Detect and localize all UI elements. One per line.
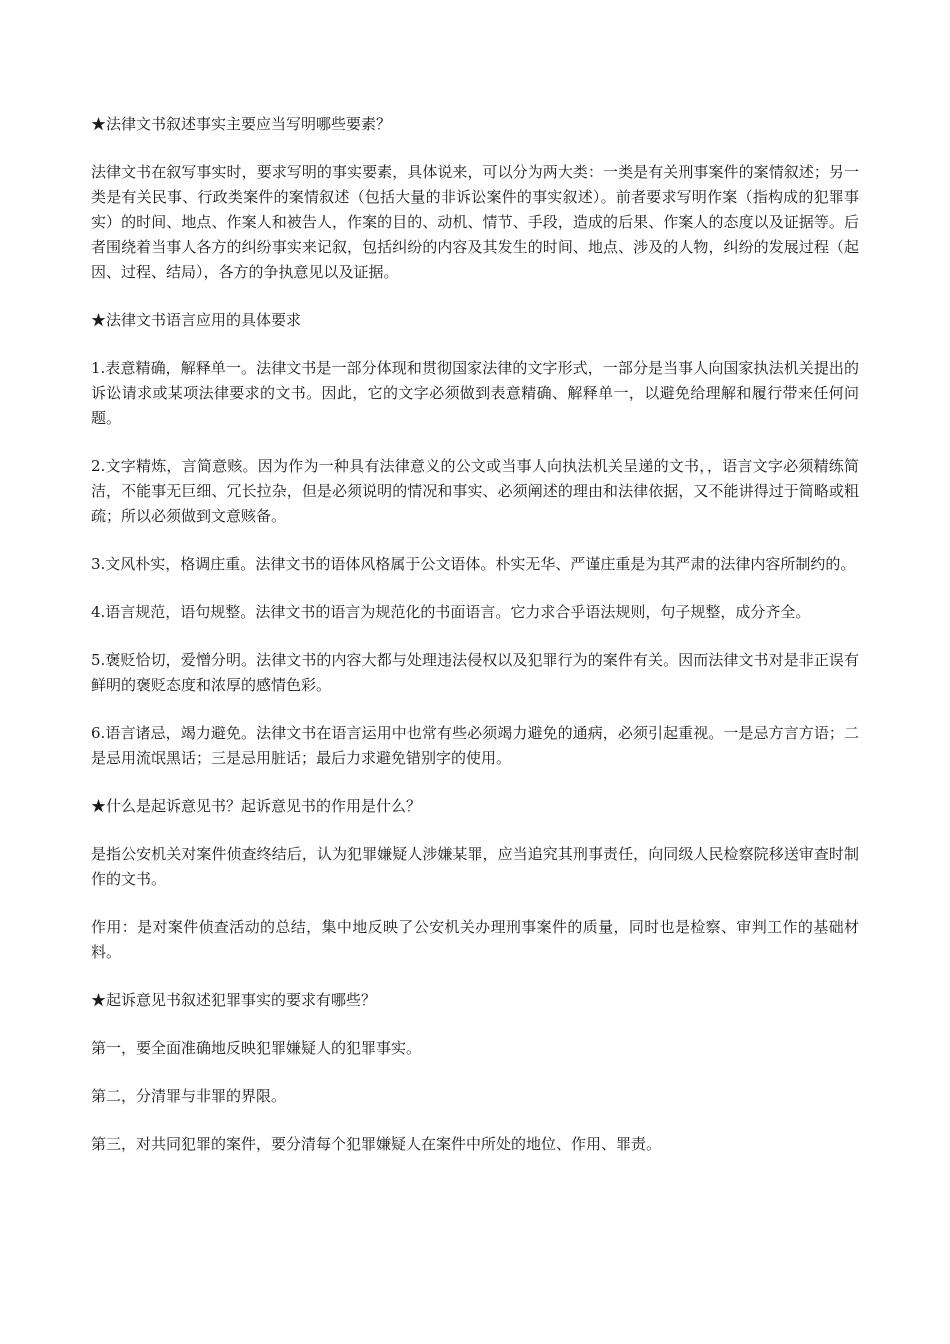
- document-page: [91, 112, 859, 1180]
- section-heading: ★起诉意见书叙述犯罪事实的要求有哪些？: [91, 991, 377, 1009]
- paragraph: 是指公安机关对案件侦查终结后，认为犯罪嫌疑人涉嫌某罪，应当追究其刑事责任，向同级人民检察院移送审查时制作的文书。: [91, 845, 859, 888]
- section-crime-facts-requirements: [91, 988, 859, 1157]
- paragraph: 作用：是对案件侦查活动的总结，集中地反映了公安机关办理刑事案件的质量，同时也是检察、审判工作的基础材料。: [91, 918, 859, 961]
- paragraph: 4.语言规范，语句规整。法律文书的语言为规范化的书面语言。它力求合乎语法规则，句子规整，成分齐全。: [91, 603, 811, 621]
- section-heading: ★法律文书叙述事实主要应当写明哪些要素？: [91, 115, 392, 133]
- paragraph: 第三，对共同犯罪的案件，要分清每个犯罪嫌疑人在案件中所处的地位、作用、罪责。: [91, 1135, 662, 1153]
- section-fact-elements: [91, 112, 859, 285]
- paragraph: 6.语言诸忌，竭力避免。法律文书在语言运用中也常有些必须竭力避免的通病，必须引起重视。一是忌方言方语；二是忌用流氓黑话；三是忌用脏话；最后力求避免错别字的使用。: [91, 724, 859, 767]
- paragraph: 3.文风朴实，格调庄重。法律文书的语体风格属于公文语体。朴实无华、严谨庄重是为其严肃的法律内容所制约的。: [91, 555, 856, 573]
- paragraph: 第一，要全面准确地反映犯罪嫌疑人的犯罪事实。: [91, 1039, 422, 1057]
- paragraph: 1.表意精确，解释单一。法律文书是一部分体现和贯彻国家法律的文字形式，一部分是当事人向国家执法机关提出的诉讼请求或某项法律要求的文书。因此，它的文字必须做到表意精确、解释单一，以避免给理解和履行带来任何问题。: [91, 359, 859, 427]
- paragraph: 法律文书在叙写事实时，要求写明的事实要素，具体说来，可以分为两大类：一类是有关刑事案件的案情叙述；另一类是有关民事、行政类案件的案情叙述（包括大量的非诉讼案件的事实叙述）。前者要求写明作案（指构成的犯罪事实）的时间、地点、作案人和被告人，作案的目的、动机、情节、手段，造成的后果、作案人的态度以及证据等。后者围绕着当事人各方的纠纷事实来记叙，包括纠纷的内容及其发生的时间、地点、涉及的人物，纠纷的发展过程（起因、过程、结局），各方的争执意见以及证据。: [91, 163, 859, 281]
- paragraph: 第二，分清罪与非罪的界限。: [91, 1087, 287, 1105]
- section-language-requirements: [91, 308, 859, 771]
- paragraph: 5.褒贬恰切，爱憎分明。法律文书的内容大都与处理违法侵权以及犯罪行为的案件有关。因而法律文书对是非正误有鲜明的褒贬态度和浓厚的感情色彩。: [91, 651, 859, 694]
- section-prosecution-opinion: [91, 794, 859, 965]
- section-heading: ★什么是起诉意见书？起诉意见书的作用是什么？: [91, 797, 422, 815]
- section-heading: ★法律文书语言应用的具体要求: [91, 311, 302, 329]
- paragraph: 2.文字精炼，言简意赅。因为作为一种具有法律意义的公文或当事人向执法机关呈递的文书，，语言文字必须精练简洁，不能事无巨细、冗长拉杂，但是必须说明的情况和事实、必须阐述的理由和法律依据，又不能讲得过于简略或粗疏；所以必须做到文意赅备。: [91, 457, 859, 525]
